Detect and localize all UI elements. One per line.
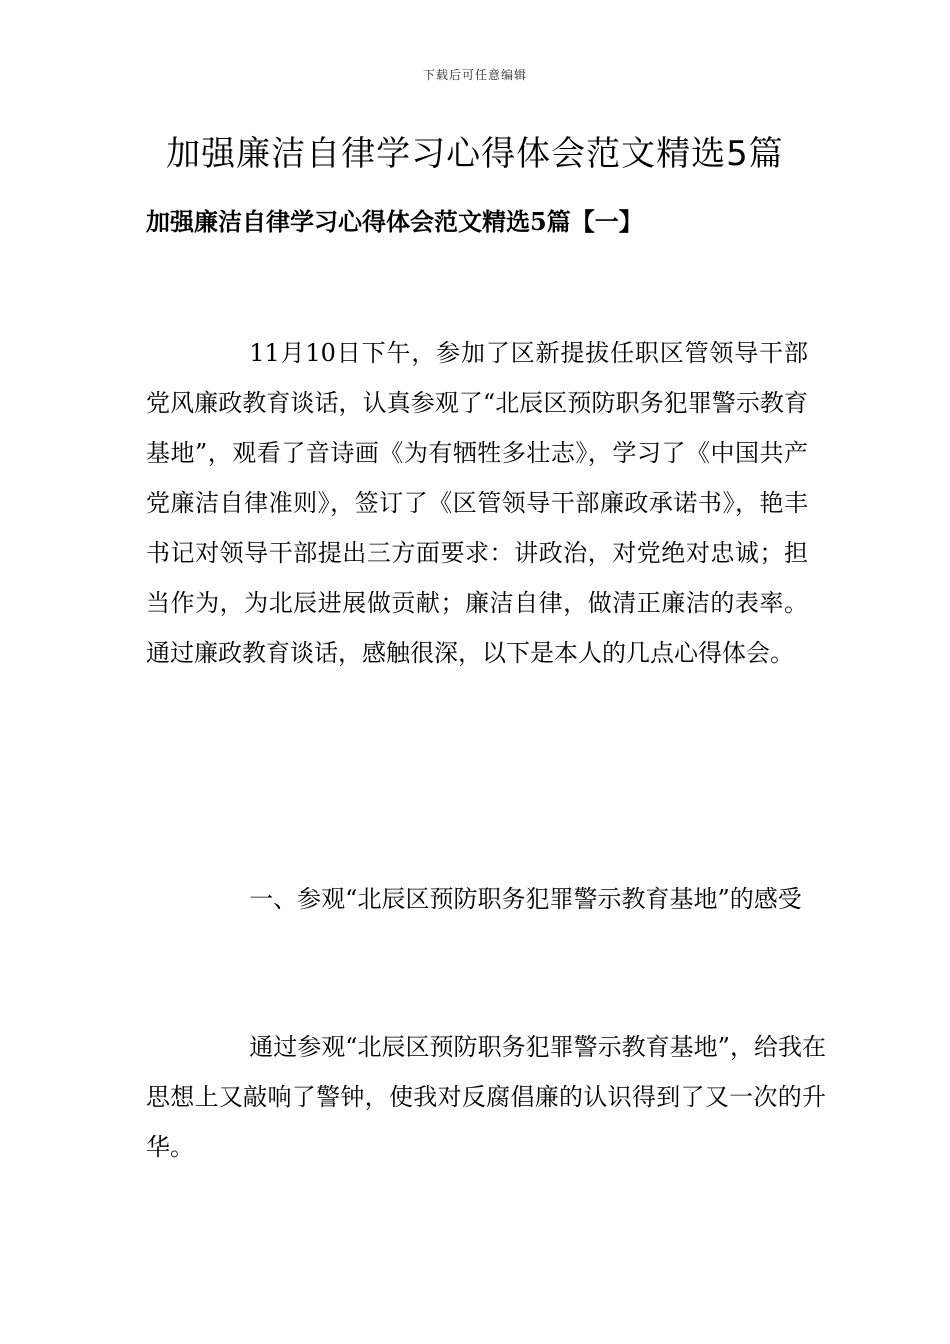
document-title: 加强廉洁自律学习心得体会范文精选5篇 (166, 134, 784, 174)
section-heading: 加强廉洁自律学习心得体会范文精选5篇【一】 (146, 207, 643, 236)
body-paragraph-intro: 11月10日下午，参加了区新提拔任职区管领导干部党风廉政教育谈话，认真参观了“北辰区预防职务犯罪警示教育基地”，观看了音诗画《为有牺牲多壮志》，学习了《中国共产党廉洁自律准则》，签订了《区管领导干部廉政承诺书》，艳丰书记对领导干部提出三方面要求：讲政治，对党绝对忠诚；担当作为，为北辰进展做贡献；廉洁自律，做清正廉洁的表率。通过廉政教育谈话，感触很深，以下是本人的几点心得体会。 (146, 339, 808, 667)
body-paragraph-2: 通过参观“北辰区预防职务犯罪警示教育基地”，给我在思想上又敲响了警钟，使我对反腐倡廉的认识得到了又一次的升华。 (146, 1033, 826, 1161)
subsection-heading-1: 一、参观“北辰区预防职务犯罪警示教育基地”的感受 (249, 885, 802, 913)
header-note: 下载后可任意编辑 (422, 68, 527, 82)
